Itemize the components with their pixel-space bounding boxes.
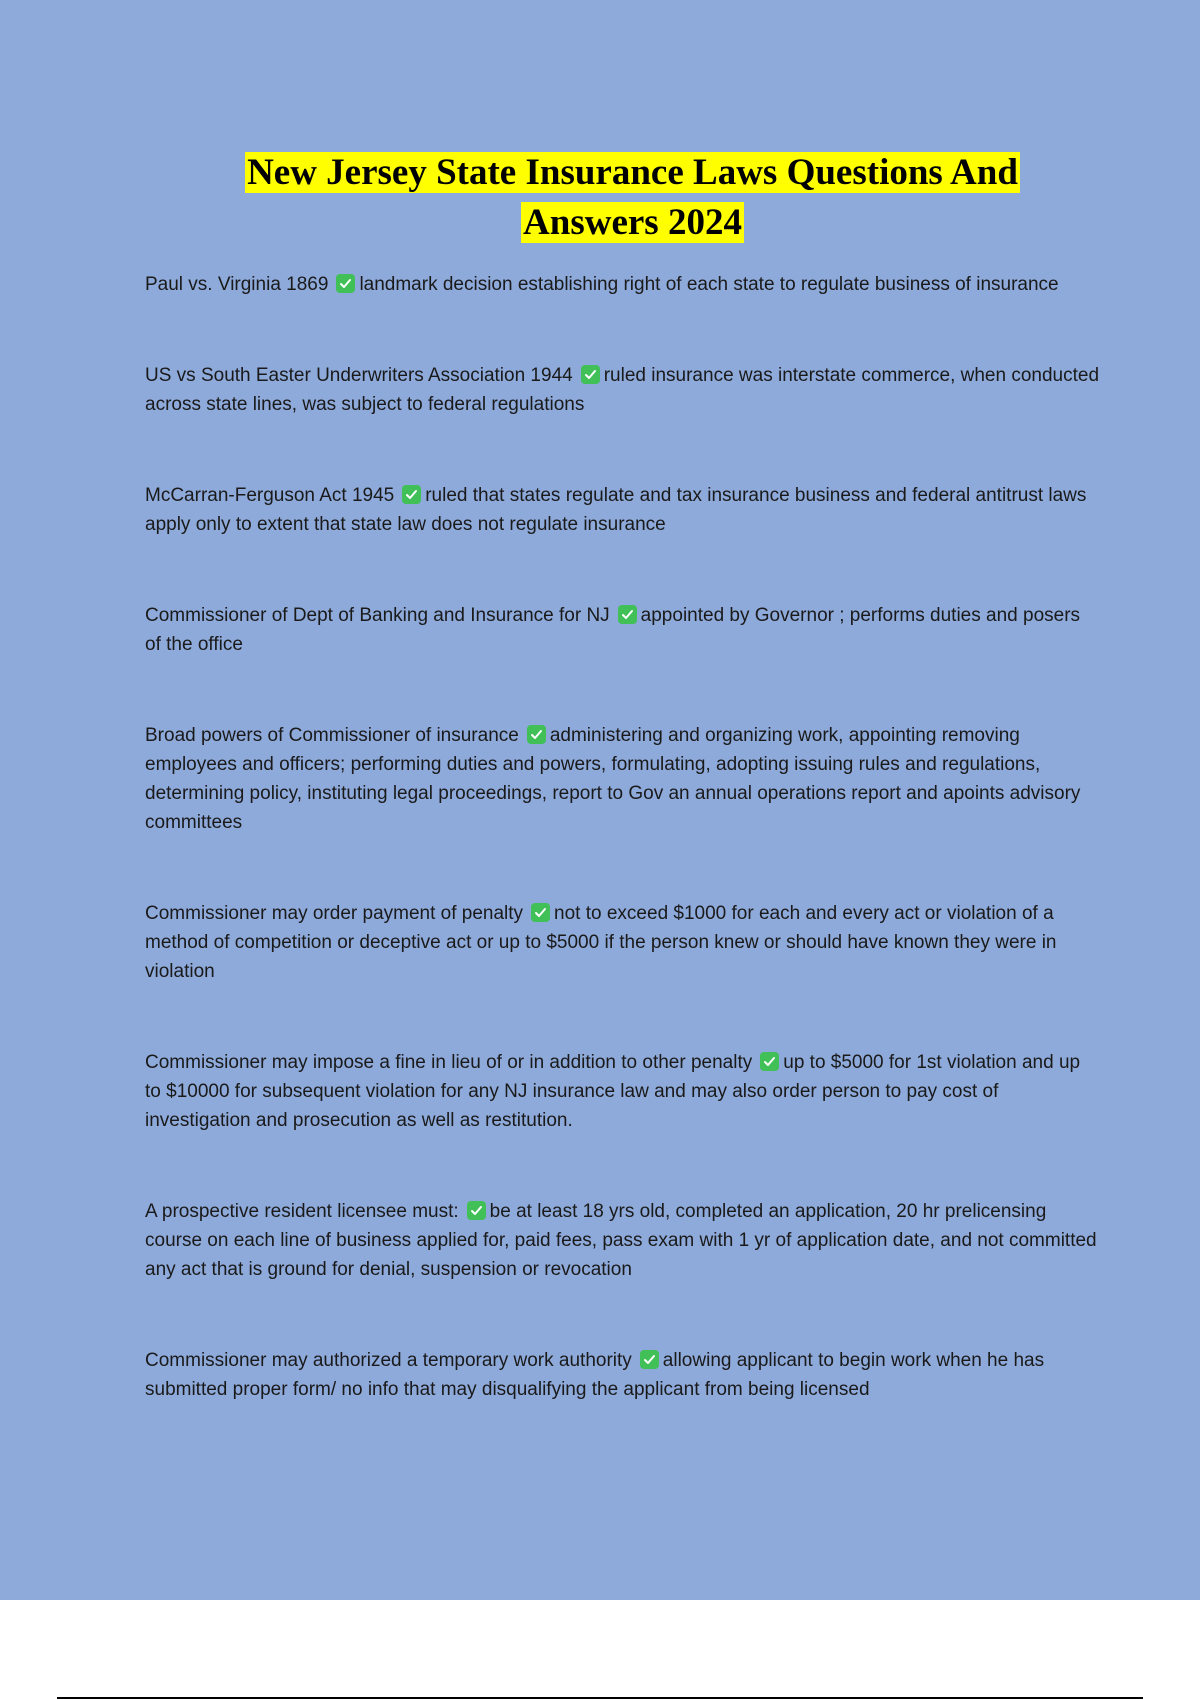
title-line-2: Answers 2024	[523, 202, 742, 243]
qa-list	[145, 270, 1100, 1404]
qa-question: Commissioner may authorized a temporary work authority	[145, 1350, 632, 1371]
qa-item	[145, 361, 1100, 419]
qa-answer: landmark decision establishing right of each state to regulate business of insurance	[359, 274, 1059, 295]
qa-answer: allowing applicant to begin work when he has submitted proper form/ no info that may disqualifying the applicant from being licensed	[145, 1350, 1045, 1400]
check-mark-icon	[467, 1201, 486, 1220]
check-mark-icon	[640, 1350, 659, 1369]
check-mark-icon	[760, 1052, 779, 1071]
qa-answer: administering and organizing work, appointing removing employees and officers; performing duties and powers, formulating, adopting issuing rules and regulations, determining policy, instituting legal proceedings, report to Gov an annual operations report and apoints advisory committees	[145, 725, 1081, 833]
footer-divider	[57, 1697, 1143, 1699]
qa-question: Broad powers of Commissioner of insurance	[145, 725, 519, 746]
check-mark-icon	[336, 274, 355, 293]
qa-question: Commissioner may impose a fine in lieu of or in addition to other penalty	[145, 1052, 753, 1073]
qa-question: US vs South Easter Underwriters Association 1944	[145, 365, 573, 386]
qa-item	[145, 1197, 1100, 1284]
qa-item	[145, 1048, 1100, 1135]
qa-question: A prospective resident licensee must:	[145, 1201, 459, 1222]
check-mark-icon	[581, 365, 600, 384]
qa-item	[145, 1346, 1100, 1404]
qa-answer: appointed by Governor ; performs duties and posers of the office	[145, 605, 1081, 655]
qa-item	[145, 721, 1100, 837]
check-mark-icon	[402, 485, 421, 504]
check-mark-icon	[527, 725, 546, 744]
qa-answer: ruled insurance was interstate commerce, when conducted across state lines, was subject to federal regulations	[145, 365, 1100, 415]
qa-answer: not to exceed $1000 for each and every act or violation of a method of competition or deceptive act or up to $5000 if the person knew or should have known they were in violation	[145, 903, 1057, 982]
title-line-1: New Jersey State Insurance Laws Questions And	[247, 152, 1018, 193]
qa-item	[145, 481, 1100, 539]
qa-item	[145, 601, 1100, 659]
check-mark-icon	[531, 903, 550, 922]
qa-item	[145, 899, 1100, 986]
qa-answer: up to $5000 for 1st violation and up to $10000 for subsequent violation for any NJ insurance law and may also order person to pay cost of investigation and prosecution as well as restitution.	[145, 1052, 1081, 1131]
check-mark-icon	[618, 605, 637, 624]
qa-question: Paul vs. Virginia 1869	[145, 274, 329, 295]
qa-question: Commissioner of Dept of Banking and Insurance for NJ	[145, 605, 610, 626]
document-content	[145, 148, 1100, 1466]
qa-question: Commissioner may order payment of penalty	[145, 903, 524, 924]
document-title	[165, 148, 1100, 248]
qa-answer: be at least 18 yrs old, completed an application, 20 hr prelicensing course on each line of business applied for, paid fees, pass exam with 1 yr of application date, and not committed any act that is ground for denial, suspension or revocation	[145, 1201, 1097, 1280]
qa-answer: ruled that states regulate and tax insurance business and federal antitrust laws apply only to extent that state law does not regulate insurance	[145, 485, 1087, 535]
qa-item	[145, 270, 1100, 299]
qa-question: McCarran-Ferguson Act 1945	[145, 485, 395, 506]
